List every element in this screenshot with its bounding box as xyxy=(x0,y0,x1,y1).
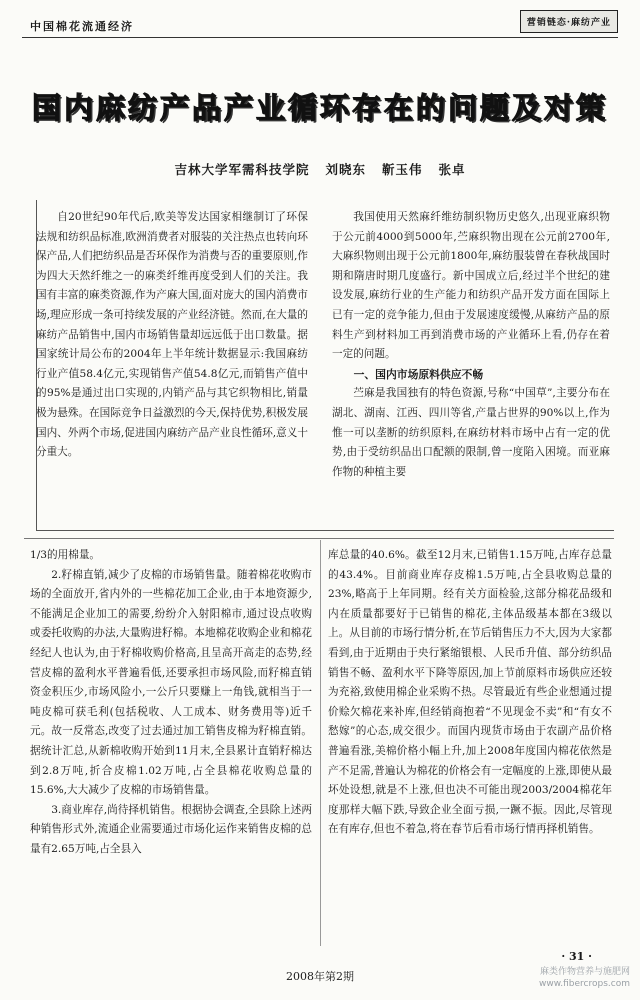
issue-label: 2008年第2期 xyxy=(286,970,354,983)
paragraph: 苎麻是我国独有的特色资源,号称“中国草”,主要分布在湖北、湖南、江西、四川等省,产量占世界的90%以上,作为惟一可以垄断的纺织原料,在麻纺材料市场中占有一定的优势,由于受纺织品出口配额的限制,曾一度陷入困境。而亚麻作物的种植主要 xyxy=(332,387,610,478)
author-institution: 吉林大学军需科技学院 xyxy=(174,162,310,177)
paragraph: 3.商业库存,尚待择机销售。根据协会调查,全县除上述两种销售形式外,流通企业需要通过市场化运作来销售皮棉的总量有2.65万吨,占全县入 xyxy=(30,803,312,855)
author-name: 张卓 xyxy=(438,162,466,177)
paragraph: 我国使用天然麻纤维纺制织物历史悠久,出现亚麻织物于公元前4000到5000年,苎麻织物出现在公元前2700年,大麻织物则出现于公元前1800年,麻纺服装曾在春秋战国时期和隋唐时期几度盛行。新中国成立后,经过半个世纪的建设发展,麻纺行业的生产能力和纺织产品开发方面在国际上已有一定的竞争能力,但由于发展速度缓慢,从麻纺产品的原料生产到材料加工再到消费市场的产业循环上看,仍存在着一定的问题。 xyxy=(332,211,610,361)
watermark-text: 麻类作物营养与施肥网 xyxy=(539,967,630,977)
paragraph: 自20世纪90年代后,欧美等发达国家相继制订了环保法规和纺织品标准,欧洲消费者对服装的关注热点也转向环保产品,人们把纺织品是否环保作为消费与否的重要原则,作为四大天然纤维之一的麻类纤维再度受到人们的关注。我国有丰富的麻类资源,作为产麻大国,面对庞大的国内消费市场,理应形成一条可持续发展的产业经济链。然而,在大量的麻纺产品销售中,国内市场销售量却远远低于出口数量。据国家统计局公布的2004年上半年统计数据显示:我国麻纺行业产值58.4亿元,实现销售产值54.8亿元,而销售产值中的95%是通过出口实现的,内销产品与其它织物相比,销量极为悬殊。在国际竞争日益激烈的今天,保持优势,积极发展国内、外两个市场,促进国内麻纺产品产业良性循环,意义十分重大。 xyxy=(36,211,308,459)
section-divider xyxy=(24,538,614,539)
author-name: 刘晓东 xyxy=(325,162,366,177)
watermark-url: www.fibercrops.com xyxy=(539,979,630,989)
byline xyxy=(0,160,640,178)
article-title: 国内麻纺产品产业循环存在的问题及对策 xyxy=(31,91,608,125)
page-number: · 31 · xyxy=(561,950,592,963)
frame-line xyxy=(36,530,614,531)
journal-name: 中国棉花流通经济 xyxy=(30,20,134,33)
watermark xyxy=(539,966,630,990)
header-rule xyxy=(22,37,618,38)
paragraph: 1/3的用棉量。 xyxy=(30,549,101,561)
author-name: 靳玉伟 xyxy=(382,162,423,177)
column-upper-right xyxy=(332,208,610,482)
column-divider xyxy=(320,540,321,946)
column-lower-right xyxy=(328,546,612,840)
column-upper-left xyxy=(36,208,308,463)
section-badge: 营销链态·麻纺产业 xyxy=(520,10,618,33)
paragraph: 库总量的40.6%。截至12月末,已销售1.15万吨,占库存总量的43.4%。目前商业库存皮棉1.5万吨,占全县收购总量的23%,略高于上年同期。经有关方面检验,这部分棉花品级和内在质量都要好于已销售的棉花,主体品级基本都在3级以上。从目前的市场行情分析,在节后销售压力不大,因为大家都看到,由于近期由于央行紧缩银根、人民币升值、部分纺织品销售不畅、盈利水平下降等原因,加上节前原料市场供应还较为充裕,致使用棉企业采购不热。尽管最近有些企业想通过提价赊欠棉花来补库,但经销商抱着“不见现金不卖”和“有女不愁嫁”的心态,成交很少。而国内现货市场由于农副产品价格普遍看涨,美棉价格小幅上升,加上2008年度国内棉花依然是产不足需,普遍认为棉花的价格会有一定幅度的上涨,即使从最坏处设想,就是不上涨,但也决不可能出现2003/2004棉花年度那样大幅下跌,导致企业全面亏损,一蹶不振。因此,尽管现在有库存,但也不着急,将在春节后看市场行情再择机销售。 xyxy=(328,549,612,836)
section-heading: 一、国内市场原料供应不畅 xyxy=(353,367,484,381)
paragraph: 2.籽棉直销,减少了皮棉的市场销售量。随着棉花收购市场的全面放开,省内外的一些棉花加工企业,由于本地资源少,不能满足企业加工的需要,纷纷介入射阳棉市,通过设点收购或委托收购的办法,大量购进籽棉。本地棉花收购企业和棉花经纪人也认为,由于籽棉收购价格高,且呈高开高走的态势,经营皮棉的盈利水平普遍看低,还要承担市场风险,而籽棉直销资金积压少,市场风险小,一公斤只要赚上一角钱,就相当于一吨皮棉可获毛利(包括税收、人工成本、财务费用等)近千元。故一反常态,改变了过去通过加工销售皮棉为籽棉直销。据统计汇总,从新棉收购开始到11月末,全县累计直销籽棉达到2.8万吨,折合皮棉1.02万吨,占全县棉花收购总量的15.6%,大大减少了皮棉的市场销售量。 xyxy=(30,568,312,797)
column-lower-left xyxy=(30,546,312,860)
